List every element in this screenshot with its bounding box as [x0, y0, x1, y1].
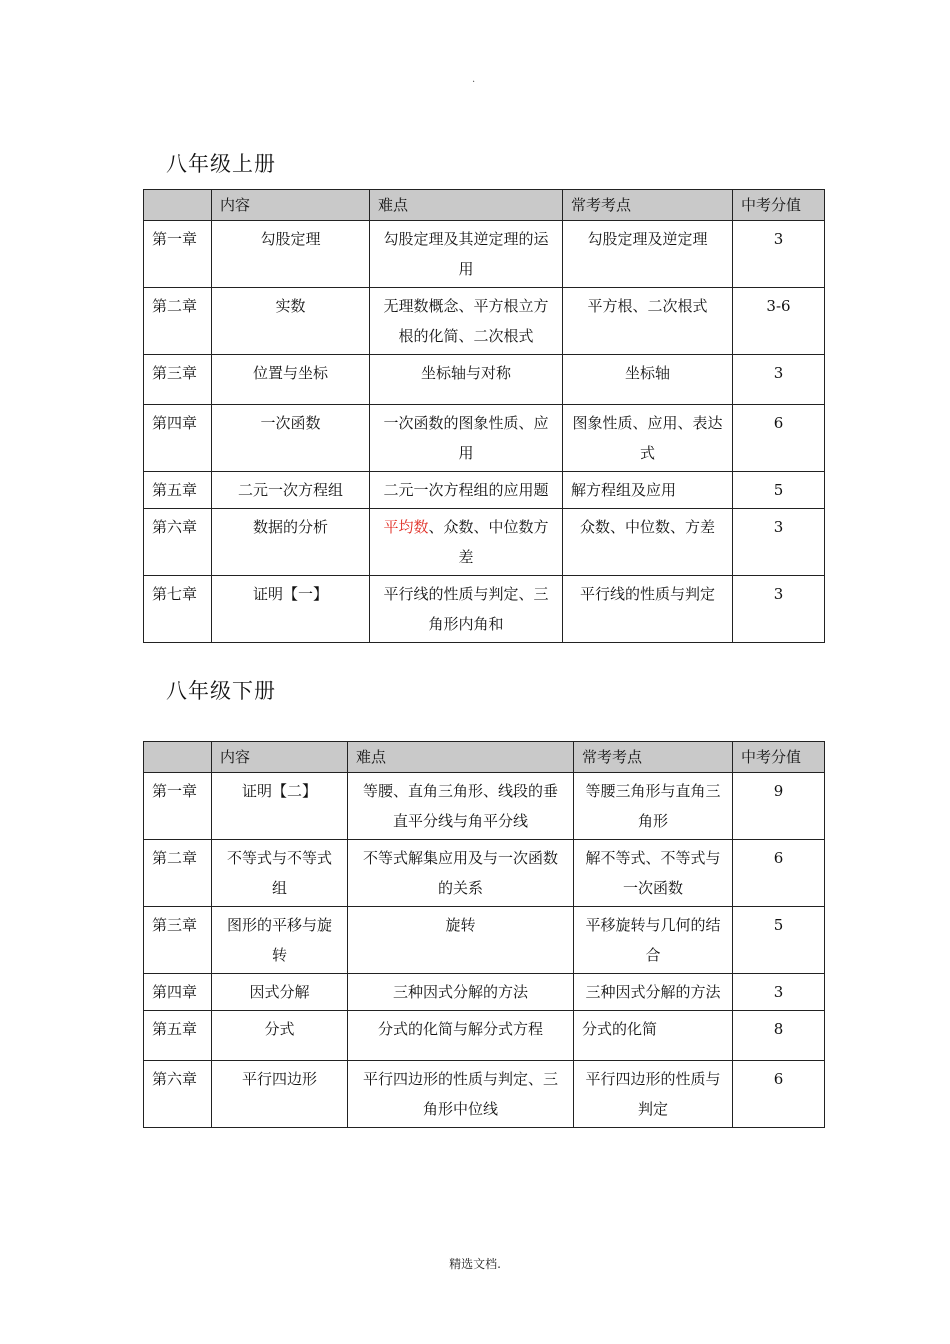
score-cell: 9 — [733, 773, 825, 840]
table-row — [144, 576, 825, 643]
focus-cell: 解不等式、不等式与一次函数 — [574, 840, 733, 907]
content-cell: 不等式与不等式组 — [212, 840, 348, 907]
difficulty-cell: 分式的化简与解分式方程 — [348, 1011, 574, 1061]
table-header-row — [144, 190, 825, 221]
focus-cell: 三种因式分解的方法 — [574, 974, 733, 1011]
difficulty-cell: 二元一次方程组的应用题 — [370, 472, 563, 509]
content-cell: 平行四边形 — [212, 1061, 348, 1128]
score-cell: 3 — [733, 576, 825, 643]
page-footer: 精选文档. — [449, 1257, 501, 1271]
content-cell: 实数 — [212, 288, 370, 355]
difficulty-cell: 平行线的性质与判定、三角形内角和 — [370, 576, 563, 643]
chapter-cell: 第二章 — [144, 288, 212, 355]
lower-grade-title: 八年级下册 — [166, 679, 276, 703]
header-content: 内容 — [212, 190, 370, 221]
table-row — [144, 840, 825, 907]
score-cell: 3 — [733, 221, 825, 288]
chapter-cell: 第六章 — [144, 1061, 212, 1128]
focus-cell: 图象性质、应用、表达式 — [563, 405, 733, 472]
score-cell: 3 — [733, 355, 825, 405]
difficulty-cell: 等腰、直角三角形、线段的垂直平分线与角平分线 — [348, 773, 574, 840]
header-difficulty: 难点 — [370, 190, 563, 221]
difficulty-cell: 平行四边形的性质与判定、三角形中位线 — [348, 1061, 574, 1128]
content-cell: 数据的分析 — [212, 509, 370, 576]
focus-cell: 解方程组及应用 — [563, 472, 733, 509]
table-row — [144, 509, 825, 576]
table-row — [144, 472, 825, 509]
content-cell: 二元一次方程组 — [212, 472, 370, 509]
header-difficulty: 难点 — [348, 742, 574, 773]
table-row — [144, 355, 825, 405]
content-cell: 位置与坐标 — [212, 355, 370, 405]
score-cell: 8 — [733, 1011, 825, 1061]
table-row — [144, 773, 825, 840]
content-cell: 勾股定理 — [212, 221, 370, 288]
focus-cell: 平方根、二次根式 — [563, 288, 733, 355]
score-cell: 6 — [733, 840, 825, 907]
focus-cell: 等腰三角形与直角三角形 — [574, 773, 733, 840]
chapter-cell: 第五章 — [144, 1011, 212, 1061]
chapter-cell: 第四章 — [144, 974, 212, 1011]
table-header-row — [144, 742, 825, 773]
chapter-cell: 第七章 — [144, 576, 212, 643]
header-score: 中考分值 — [733, 742, 825, 773]
difficulty-cell — [370, 509, 563, 576]
content-cell: 证明【二】 — [212, 773, 348, 840]
difficulty-cell: 勾股定理及其逆定理的运用 — [370, 221, 563, 288]
chapter-cell: 第二章 — [144, 840, 212, 907]
header-focus: 常考考点 — [574, 742, 733, 773]
difficulty-cell: 坐标轴与对称 — [370, 355, 563, 405]
score-cell: 5 — [733, 907, 825, 974]
header-chapter — [144, 742, 212, 773]
focus-cell: 平行四边形的性质与判定 — [574, 1061, 733, 1128]
table-row — [144, 974, 825, 1011]
table-row — [144, 1061, 825, 1128]
chapter-cell: 第三章 — [144, 355, 212, 405]
score-cell: 3 — [733, 974, 825, 1011]
score-cell: 3 — [733, 509, 825, 576]
chapter-cell: 第一章 — [144, 221, 212, 288]
table-row — [144, 907, 825, 974]
chapter-cell: 第五章 — [144, 472, 212, 509]
content-cell: 因式分解 — [212, 974, 348, 1011]
content-cell: 图形的平移与旋转 — [212, 907, 348, 974]
focus-cell: 分式的化简 — [574, 1011, 733, 1061]
lower-grade-table — [143, 741, 825, 1128]
difficulty-text: 、众数、中位数方差 — [428, 518, 549, 566]
difficulty-cell: 无理数概念、平方根立方根的化简、二次根式 — [370, 288, 563, 355]
score-cell: 5 — [733, 472, 825, 509]
highlighted-term: 平均数 — [383, 518, 429, 536]
upper-grade-table — [143, 189, 825, 643]
table-row — [144, 1011, 825, 1061]
table-row — [144, 405, 825, 472]
difficulty-cell: 不等式解集应用及与一次函数的关系 — [348, 840, 574, 907]
score-cell: 6 — [733, 405, 825, 472]
difficulty-cell: 一次函数的图象性质、应用 — [370, 405, 563, 472]
header-content: 内容 — [212, 742, 348, 773]
focus-cell: 平移旋转与几何的结合 — [574, 907, 733, 974]
score-cell: 6 — [733, 1061, 825, 1128]
table-row — [144, 221, 825, 288]
chapter-cell: 第六章 — [144, 509, 212, 576]
chapter-cell: 第一章 — [144, 773, 212, 840]
header-score: 中考分值 — [733, 190, 825, 221]
header-focus: 常考考点 — [563, 190, 733, 221]
chapter-cell: 第四章 — [144, 405, 212, 472]
score-cell: 3-6 — [733, 288, 825, 355]
header-chapter — [144, 190, 212, 221]
content-cell: 证明【一】 — [212, 576, 370, 643]
top-mark: . — [472, 74, 476, 85]
focus-cell: 勾股定理及逆定理 — [563, 221, 733, 288]
content-cell: 一次函数 — [212, 405, 370, 472]
difficulty-cell: 三种因式分解的方法 — [348, 974, 574, 1011]
table-row — [144, 288, 825, 355]
difficulty-cell: 旋转 — [348, 907, 574, 974]
focus-cell: 众数、中位数、方差 — [563, 509, 733, 576]
upper-grade-title: 八年级上册 — [166, 152, 276, 176]
focus-cell: 平行线的性质与判定 — [563, 576, 733, 643]
chapter-cell: 第三章 — [144, 907, 212, 974]
content-cell: 分式 — [212, 1011, 348, 1061]
focus-cell: 坐标轴 — [563, 355, 733, 405]
